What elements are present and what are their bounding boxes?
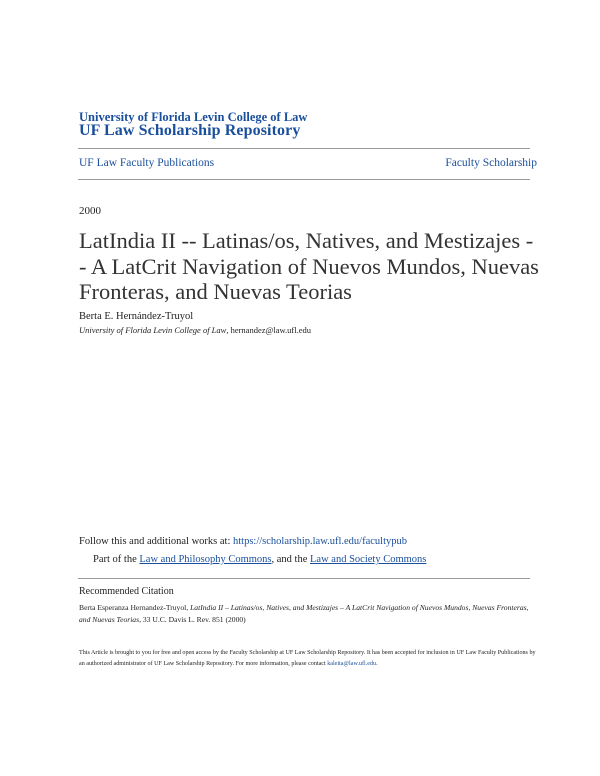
law-philosophy-commons-link[interactable]: Law and Philosophy Commons [139,554,272,565]
facultypub-url-link[interactable]: https://scholarship.law.ufl.edu/facultypub [233,536,407,547]
article-title: LatIndia II -- Latinas/os, Natives, and Mestizajes -- A LatCrit Navigation of Nuevos Mundos, Nuevas Fronteras, and Nuevas Teorias [79,228,539,304]
follow-line [79,536,407,547]
publication-year: 2000 [79,205,101,217]
access-notice [79,648,539,670]
follow-text: Follow this and additional works at: [79,536,233,547]
author-name: Berta E. Hernández-Truyol [79,311,194,322]
citation-text [79,602,535,626]
affiliation-name: University of Florida Levin College of Law [79,325,227,335]
institution-name: University of Florida Levin College of Law [79,110,308,124]
author-affiliation [79,325,311,335]
contact-email-link[interactable]: kaleita@law.ufl.edu [327,661,377,667]
citation-source: , 33 U.C. Davis L. Rev. 851 (2000) [139,615,246,624]
notice-end: . [376,661,378,667]
and-the-text: , and the [271,554,311,565]
law-society-commons-link[interactable]: Law and Society Commons [310,554,427,565]
faculty-scholarship-link[interactable]: Faculty Scholarship [445,157,537,169]
affiliation-separator: , [226,325,231,335]
citation-rule [78,578,530,579]
author-email: hernandez@law.ufl.edu [230,325,312,335]
recommended-citation-heading: Recommended Citation [79,586,174,597]
top-rule [78,148,530,149]
nav-bottom-rule [78,179,530,180]
repository-name[interactable]: UF Law Scholarship Repository [79,122,301,139]
part-of-text: Part of the [93,554,140,565]
citation-title: LatIndia II – Latinas/os, Natives, and Mestizajes – A LatCrit Navigation of Nuevos Mundos, Nuevas Fronteras, and Nuevas Teorias [79,603,529,624]
notice-text: This Article is brought to you for free and open access by the Faculty Scholarship at UF Law Scholarship Repository. It has been accepted for inclusion in UF Law Faculty Publications by an authorized administrator of UF Law Scholarship Repository. For more information, please contact [79,650,536,667]
faculty-publications-link[interactable]: UF Law Faculty Publications [79,157,215,169]
citation-author: Berta Esperanza Hernandez-Truyol, [79,603,191,612]
part-of-line [93,554,426,565]
